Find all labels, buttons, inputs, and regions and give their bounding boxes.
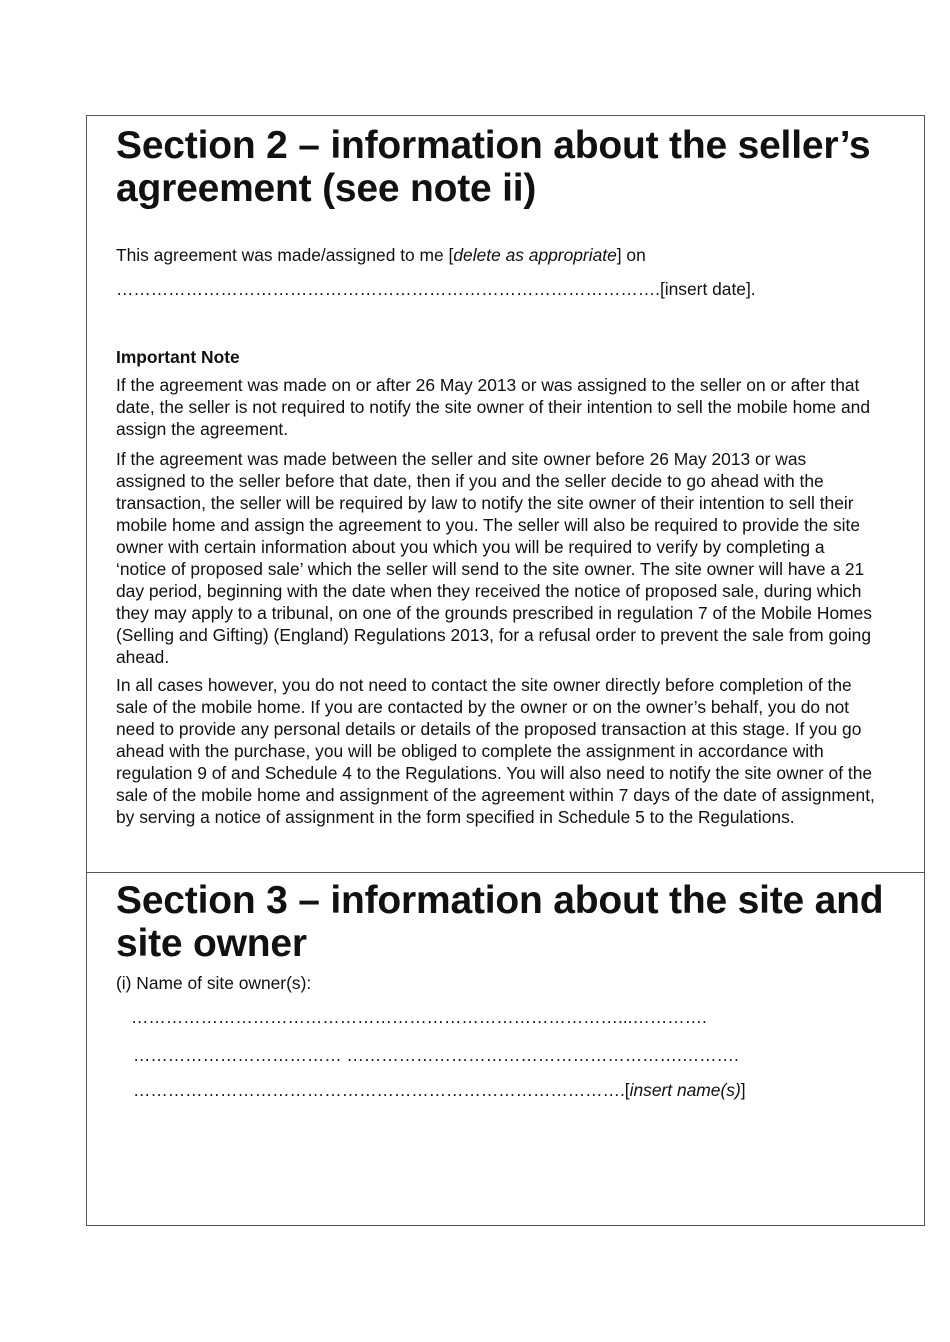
- form-frame: [86, 115, 925, 1226]
- line-3-dots: ………………………………………………………………………….[: [133, 1080, 630, 1100]
- site-owner-name-line-3[interactable]: [133, 1079, 746, 1101]
- agreement-statement: [116, 244, 876, 266]
- insert-date-field[interactable]: ………………………………………………………………………………….[insert date].: [116, 279, 756, 299]
- intro-text-end: ] on: [616, 245, 646, 265]
- line-3-bracket: ]: [740, 1080, 746, 1100]
- site-owner-name-line-2[interactable]: ……………………………… ………………………………………………….……….: [133, 1045, 739, 1065]
- intro-text: This agreement was made/assigned to me [: [116, 245, 454, 265]
- insert-names-hint: insert name(s): [629, 1080, 741, 1100]
- site-owner-name-line-1[interactable]: …………………………………………………………………………...………….: [131, 1007, 707, 1027]
- section-divider: [87, 872, 924, 873]
- important-note-heading: Important Note: [116, 347, 240, 367]
- note-paragraph-2: If the agreement was made between the seller and site owner before 26 May 2013 or was assigned to the seller before that date, then if you and the seller decide to go ahead with the transaction, the seller will be required by law to notify the site owner of their intention to sell their mobile home and assign the agreement to you. The seller will also be required to provide the site owner with certain information about you which you will be required to verify by completing a ‘notice of proposed sale’ which the seller will send to the site owner. The site owner will have a 21 day period, beginning with the date when they received the notice of proposed sale, during which they may apply to a tribunal, on one of the grounds prescribed in regulation 7 of the Mobile Homes (Selling and Gifting) (England) Regulations 2013, for a refusal order to prevent the sale from going ahead.: [116, 449, 872, 667]
- section-3-title: Section 3 – information about the site and site owner: [116, 879, 884, 965]
- site-owner-name-label: (i) Name of site owner(s):: [116, 973, 312, 993]
- note-paragraph-1: If the agreement was made on or after 26 May 2013 or was assigned to the seller on or after that date, the seller is not required to notify the site owner of their intention to sell the mobile home and assign the agreement.: [116, 375, 871, 439]
- section-2-title: Section 2 – information about the seller’s agreement (see note ii): [116, 124, 871, 210]
- note-paragraph-3: In all cases however, you do not need to contact the site owner directly before completion of the sale of the mobile home. If you are contacted by the owner or on the owner’s behalf, you do not need to provide any personal details or details of the proposed transaction at this stage. If you go ahead with the purchase, you will be obliged to complete the assignment in accordance with regulation 9 of and Schedule 4 to the Regulations. You will also need to notify the site owner of the sale of the mobile home and assignment of the agreement within 7 days of the date of assignment, by serving a notice of assignment in the form specified in Schedule 5 to the Regulations.: [116, 675, 875, 827]
- intro-italic-note: delete as appropriate: [453, 245, 617, 265]
